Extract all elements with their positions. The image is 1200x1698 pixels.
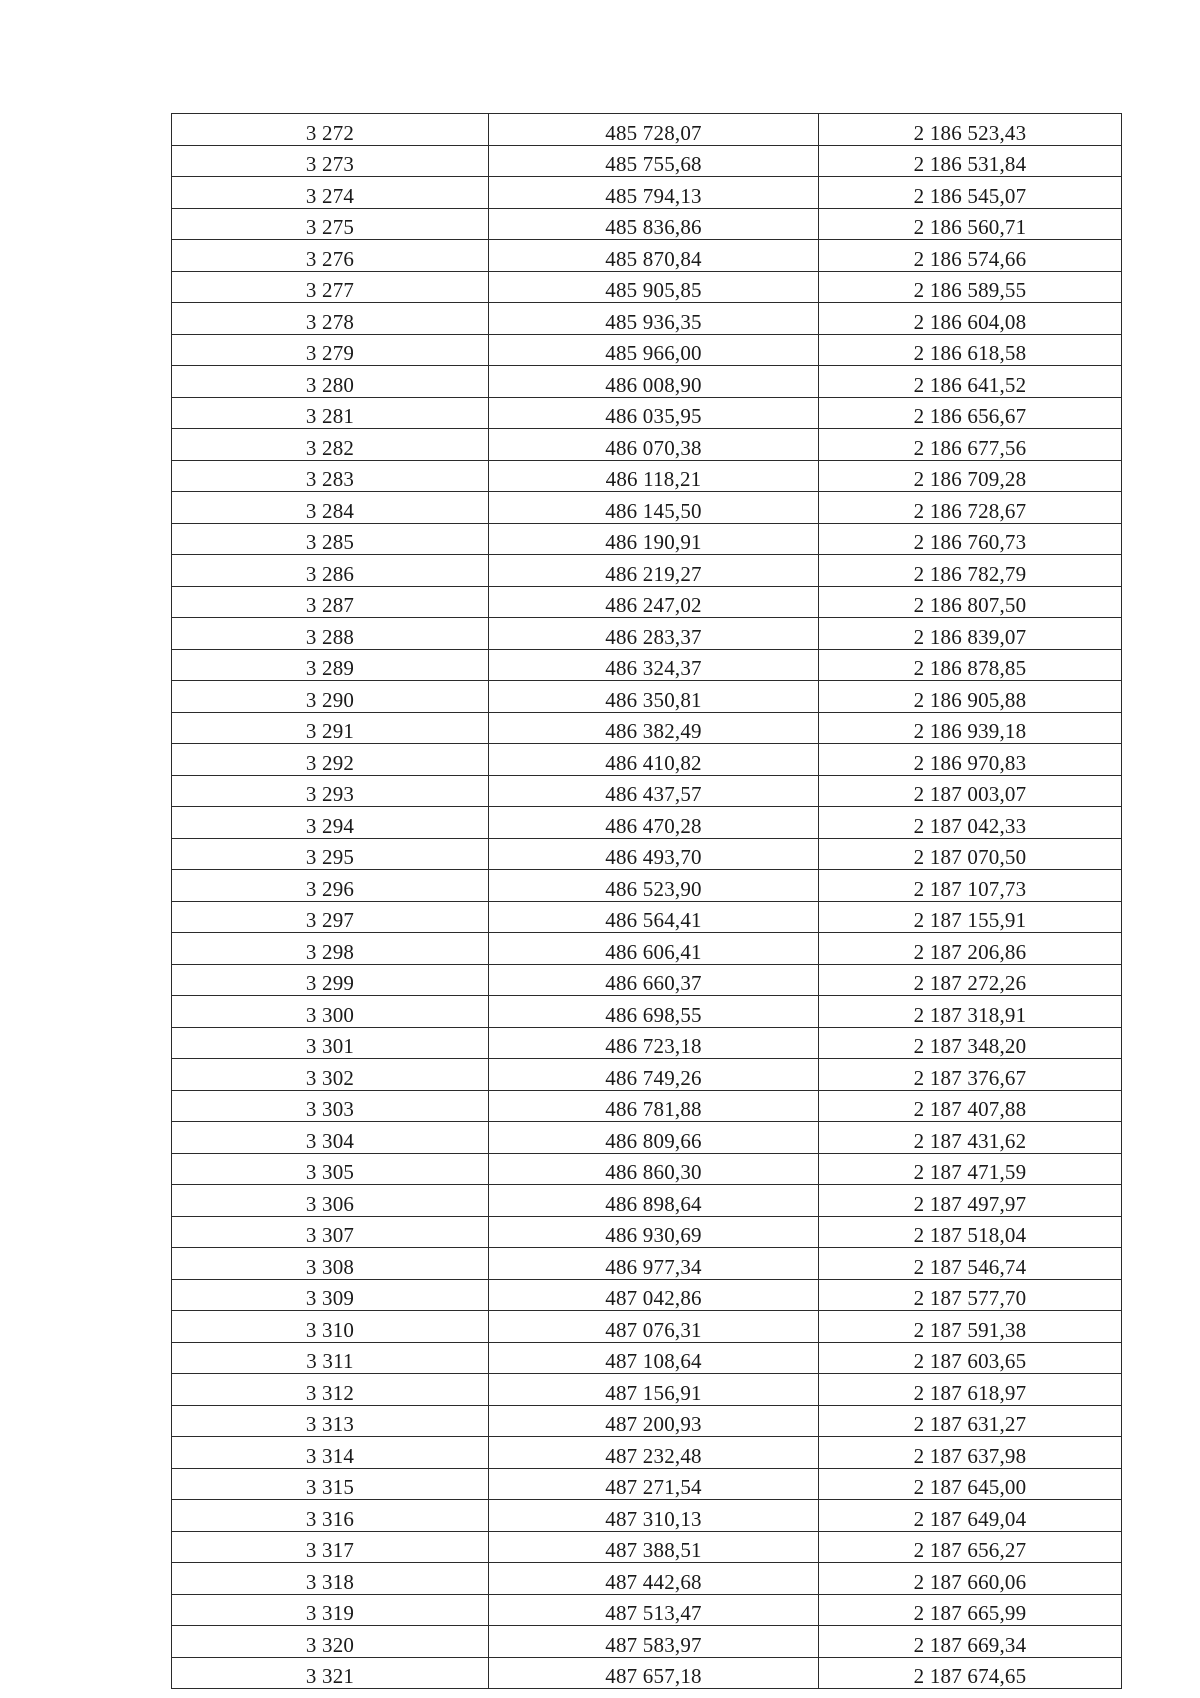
- table-row: [172, 1563, 1122, 1595]
- point-number-cell: 3 286: [172, 555, 489, 587]
- point-number-cell: 3 312: [172, 1374, 489, 1406]
- x-coordinate-cell: 487 108,64: [489, 1342, 819, 1374]
- point-number-cell: 3 314: [172, 1437, 489, 1469]
- point-number-cell: 3 315: [172, 1468, 489, 1500]
- table-row: [172, 1248, 1122, 1280]
- y-coordinate-cell: 2 187 155,91: [819, 901, 1122, 933]
- x-coordinate-cell: 485 836,86: [489, 208, 819, 240]
- table-row: [172, 712, 1122, 744]
- x-coordinate-cell: 487 310,13: [489, 1500, 819, 1532]
- table-row: [172, 744, 1122, 776]
- x-coordinate-cell: 486 930,69: [489, 1216, 819, 1248]
- table-row: [172, 177, 1122, 209]
- y-coordinate-cell: 2 187 546,74: [819, 1248, 1122, 1280]
- x-coordinate-cell: 486 564,41: [489, 901, 819, 933]
- table-row: [172, 775, 1122, 807]
- point-number-cell: 3 291: [172, 712, 489, 744]
- y-coordinate-cell: 2 186 939,18: [819, 712, 1122, 744]
- point-number-cell: 3 294: [172, 807, 489, 839]
- point-number-cell: 3 283: [172, 460, 489, 492]
- point-number-cell: 3 289: [172, 649, 489, 681]
- x-coordinate-cell: 486 247,02: [489, 586, 819, 618]
- point-number-cell: 3 300: [172, 996, 489, 1028]
- table-row: [172, 334, 1122, 366]
- table-row: [172, 523, 1122, 555]
- x-coordinate-cell: 486 324,37: [489, 649, 819, 681]
- x-coordinate-cell: 486 977,34: [489, 1248, 819, 1280]
- table-row: [172, 1059, 1122, 1091]
- point-number-cell: 3 320: [172, 1626, 489, 1658]
- table-row: [172, 114, 1122, 146]
- y-coordinate-cell: 2 187 603,65: [819, 1342, 1122, 1374]
- table-row: [172, 1531, 1122, 1563]
- x-coordinate-cell: 487 042,86: [489, 1279, 819, 1311]
- y-coordinate-cell: 2 187 645,00: [819, 1468, 1122, 1500]
- table-row: [172, 681, 1122, 713]
- table-row: [172, 1405, 1122, 1437]
- table-row: [172, 1468, 1122, 1500]
- table-row: [172, 1500, 1122, 1532]
- table-row: [172, 1185, 1122, 1217]
- table-row: [172, 555, 1122, 587]
- y-coordinate-cell: 2 186 574,66: [819, 240, 1122, 272]
- point-number-cell: 3 307: [172, 1216, 489, 1248]
- point-number-cell: 3 277: [172, 271, 489, 303]
- x-coordinate-cell: 486 809,66: [489, 1122, 819, 1154]
- x-coordinate-cell: 487 388,51: [489, 1531, 819, 1563]
- table-row: [172, 492, 1122, 524]
- point-number-cell: 3 310: [172, 1311, 489, 1343]
- x-coordinate-cell: 486 698,55: [489, 996, 819, 1028]
- point-number-cell: 3 303: [172, 1090, 489, 1122]
- x-coordinate-cell: 487 232,48: [489, 1437, 819, 1469]
- point-number-cell: 3 295: [172, 838, 489, 870]
- table-row: [172, 618, 1122, 650]
- point-number-cell: 3 316: [172, 1500, 489, 1532]
- x-coordinate-cell: 487 513,47: [489, 1594, 819, 1626]
- table-row: [172, 996, 1122, 1028]
- table-row: [172, 303, 1122, 335]
- table-row: [172, 1594, 1122, 1626]
- x-coordinate-cell: 486 118,21: [489, 460, 819, 492]
- y-coordinate-cell: 2 186 782,79: [819, 555, 1122, 587]
- x-coordinate-cell: 486 035,95: [489, 397, 819, 429]
- table-row: [172, 397, 1122, 429]
- y-coordinate-cell: 2 187 637,98: [819, 1437, 1122, 1469]
- y-coordinate-cell: 2 187 618,97: [819, 1374, 1122, 1406]
- table-row: [172, 1342, 1122, 1374]
- x-coordinate-cell: 486 749,26: [489, 1059, 819, 1091]
- point-number-cell: 3 273: [172, 145, 489, 177]
- x-coordinate-cell: 487 271,54: [489, 1468, 819, 1500]
- table-row: [172, 1279, 1122, 1311]
- y-coordinate-cell: 2 187 376,67: [819, 1059, 1122, 1091]
- x-coordinate-cell: 486 283,37: [489, 618, 819, 650]
- y-coordinate-cell: 2 186 589,55: [819, 271, 1122, 303]
- point-number-cell: 3 274: [172, 177, 489, 209]
- point-number-cell: 3 311: [172, 1342, 489, 1374]
- table-row: [172, 366, 1122, 398]
- y-coordinate-cell: 2 187 631,27: [819, 1405, 1122, 1437]
- y-coordinate-cell: 2 186 728,67: [819, 492, 1122, 524]
- table-row: [172, 1374, 1122, 1406]
- point-number-cell: 3 299: [172, 964, 489, 996]
- y-coordinate-cell: 2 187 674,65: [819, 1657, 1122, 1689]
- point-number-cell: 3 284: [172, 492, 489, 524]
- table-row: [172, 1153, 1122, 1185]
- point-number-cell: 3 287: [172, 586, 489, 618]
- y-coordinate-cell: 2 186 604,08: [819, 303, 1122, 335]
- x-coordinate-cell: 486 008,90: [489, 366, 819, 398]
- table-row: [172, 933, 1122, 965]
- y-coordinate-cell: 2 187 042,33: [819, 807, 1122, 839]
- y-coordinate-cell: 2 186 839,07: [819, 618, 1122, 650]
- y-coordinate-cell: 2 187 471,59: [819, 1153, 1122, 1185]
- x-coordinate-cell: 486 470,28: [489, 807, 819, 839]
- coordinates-table: [171, 113, 1122, 1689]
- y-coordinate-cell: 2 186 545,07: [819, 177, 1122, 209]
- point-number-cell: 3 308: [172, 1248, 489, 1280]
- point-number-cell: 3 319: [172, 1594, 489, 1626]
- table-row: [172, 1311, 1122, 1343]
- x-coordinate-cell: 485 755,68: [489, 145, 819, 177]
- table-row: [172, 807, 1122, 839]
- point-number-cell: 3 278: [172, 303, 489, 335]
- y-coordinate-cell: 2 186 677,56: [819, 429, 1122, 461]
- y-coordinate-cell: 2 187 649,04: [819, 1500, 1122, 1532]
- y-coordinate-cell: 2 187 318,91: [819, 996, 1122, 1028]
- table-row: [172, 649, 1122, 681]
- y-coordinate-cell: 2 186 531,84: [819, 145, 1122, 177]
- point-number-cell: 3 302: [172, 1059, 489, 1091]
- y-coordinate-cell: 2 186 523,43: [819, 114, 1122, 146]
- point-number-cell: 3 318: [172, 1563, 489, 1595]
- y-coordinate-cell: 2 186 760,73: [819, 523, 1122, 555]
- point-number-cell: 3 313: [172, 1405, 489, 1437]
- point-number-cell: 3 306: [172, 1185, 489, 1217]
- point-number-cell: 3 288: [172, 618, 489, 650]
- x-coordinate-cell: 487 583,97: [489, 1626, 819, 1658]
- x-coordinate-cell: 485 905,85: [489, 271, 819, 303]
- y-coordinate-cell: 2 187 497,97: [819, 1185, 1122, 1217]
- table-row: [172, 460, 1122, 492]
- table-row: [172, 964, 1122, 996]
- x-coordinate-cell: 485 728,07: [489, 114, 819, 146]
- x-coordinate-cell: 485 794,13: [489, 177, 819, 209]
- x-coordinate-cell: 487 200,93: [489, 1405, 819, 1437]
- point-number-cell: 3 275: [172, 208, 489, 240]
- table-row: [172, 145, 1122, 177]
- point-number-cell: 3 285: [172, 523, 489, 555]
- table-row: [172, 208, 1122, 240]
- x-coordinate-cell: 486 523,90: [489, 870, 819, 902]
- x-coordinate-cell: 487 657,18: [489, 1657, 819, 1689]
- table-row: [172, 240, 1122, 272]
- y-coordinate-cell: 2 187 656,27: [819, 1531, 1122, 1563]
- point-number-cell: 3 292: [172, 744, 489, 776]
- point-number-cell: 3 281: [172, 397, 489, 429]
- table-row: [172, 1626, 1122, 1658]
- y-coordinate-cell: 2 186 641,52: [819, 366, 1122, 398]
- point-number-cell: 3 293: [172, 775, 489, 807]
- y-coordinate-cell: 2 187 107,73: [819, 870, 1122, 902]
- coordinates-table-body: [172, 114, 1122, 1689]
- y-coordinate-cell: 2 187 272,26: [819, 964, 1122, 996]
- x-coordinate-cell: 486 190,91: [489, 523, 819, 555]
- y-coordinate-cell: 2 187 591,38: [819, 1311, 1122, 1343]
- x-coordinate-cell: 486 781,88: [489, 1090, 819, 1122]
- point-number-cell: 3 297: [172, 901, 489, 933]
- x-coordinate-cell: 486 410,82: [489, 744, 819, 776]
- y-coordinate-cell: 2 187 206,86: [819, 933, 1122, 965]
- x-coordinate-cell: 486 660,37: [489, 964, 819, 996]
- table-row: [172, 586, 1122, 618]
- x-coordinate-cell: 487 076,31: [489, 1311, 819, 1343]
- y-coordinate-cell: 2 187 431,62: [819, 1122, 1122, 1154]
- table-row: [172, 1657, 1122, 1689]
- point-number-cell: 3 305: [172, 1153, 489, 1185]
- x-coordinate-cell: 487 156,91: [489, 1374, 819, 1406]
- y-coordinate-cell: 2 186 560,71: [819, 208, 1122, 240]
- table-row: [172, 1090, 1122, 1122]
- table-row: [172, 838, 1122, 870]
- point-number-cell: 3 309: [172, 1279, 489, 1311]
- x-coordinate-cell: 486 493,70: [489, 838, 819, 870]
- point-number-cell: 3 321: [172, 1657, 489, 1689]
- y-coordinate-cell: 2 186 656,67: [819, 397, 1122, 429]
- x-coordinate-cell: 486 382,49: [489, 712, 819, 744]
- point-number-cell: 3 279: [172, 334, 489, 366]
- table-row: [172, 1027, 1122, 1059]
- point-number-cell: 3 276: [172, 240, 489, 272]
- y-coordinate-cell: 2 187 669,34: [819, 1626, 1122, 1658]
- point-number-cell: 3 290: [172, 681, 489, 713]
- y-coordinate-cell: 2 187 003,07: [819, 775, 1122, 807]
- x-coordinate-cell: 486 723,18: [489, 1027, 819, 1059]
- x-coordinate-cell: 485 870,84: [489, 240, 819, 272]
- y-coordinate-cell: 2 187 660,06: [819, 1563, 1122, 1595]
- point-number-cell: 3 301: [172, 1027, 489, 1059]
- y-coordinate-cell: 2 186 905,88: [819, 681, 1122, 713]
- table-row: [172, 1216, 1122, 1248]
- point-number-cell: 3 298: [172, 933, 489, 965]
- table-row: [172, 901, 1122, 933]
- x-coordinate-cell: 486 437,57: [489, 775, 819, 807]
- x-coordinate-cell: 486 219,27: [489, 555, 819, 587]
- y-coordinate-cell: 2 187 665,99: [819, 1594, 1122, 1626]
- point-number-cell: 3 317: [172, 1531, 489, 1563]
- y-coordinate-cell: 2 186 970,83: [819, 744, 1122, 776]
- x-coordinate-cell: 486 145,50: [489, 492, 819, 524]
- x-coordinate-cell: 486 860,30: [489, 1153, 819, 1185]
- y-coordinate-cell: 2 186 807,50: [819, 586, 1122, 618]
- y-coordinate-cell: 2 186 709,28: [819, 460, 1122, 492]
- y-coordinate-cell: 2 187 518,04: [819, 1216, 1122, 1248]
- point-number-cell: 3 272: [172, 114, 489, 146]
- y-coordinate-cell: 2 187 577,70: [819, 1279, 1122, 1311]
- table-row: [172, 429, 1122, 461]
- table-row: [172, 1437, 1122, 1469]
- x-coordinate-cell: 486 070,38: [489, 429, 819, 461]
- x-coordinate-cell: 487 442,68: [489, 1563, 819, 1595]
- table-row: [172, 1122, 1122, 1154]
- point-number-cell: 3 304: [172, 1122, 489, 1154]
- y-coordinate-cell: 2 187 070,50: [819, 838, 1122, 870]
- x-coordinate-cell: 485 966,00: [489, 334, 819, 366]
- y-coordinate-cell: 2 186 618,58: [819, 334, 1122, 366]
- y-coordinate-cell: 2 186 878,85: [819, 649, 1122, 681]
- point-number-cell: 3 280: [172, 366, 489, 398]
- x-coordinate-cell: 486 350,81: [489, 681, 819, 713]
- y-coordinate-cell: 2 187 348,20: [819, 1027, 1122, 1059]
- x-coordinate-cell: 486 898,64: [489, 1185, 819, 1217]
- table-row: [172, 271, 1122, 303]
- x-coordinate-cell: 486 606,41: [489, 933, 819, 965]
- table-row: [172, 870, 1122, 902]
- y-coordinate-cell: 2 187 407,88: [819, 1090, 1122, 1122]
- point-number-cell: 3 296: [172, 870, 489, 902]
- point-number-cell: 3 282: [172, 429, 489, 461]
- x-coordinate-cell: 485 936,35: [489, 303, 819, 335]
